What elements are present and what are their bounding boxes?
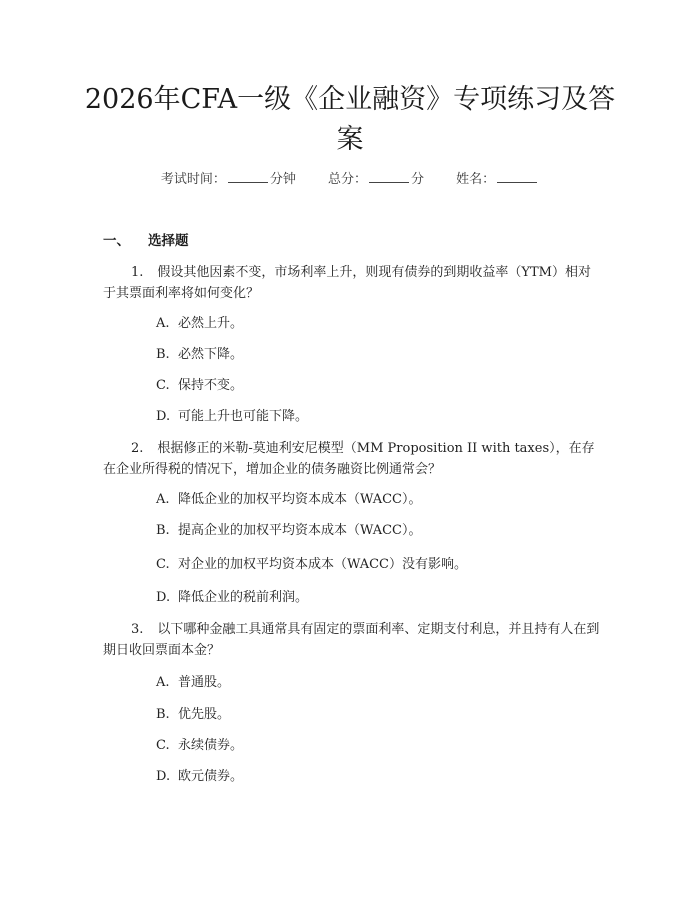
option-letter: D. — [156, 590, 171, 605]
exam-meta — [0, 168, 700, 190]
question-1-option-c — [156, 376, 243, 396]
total-score-blank — [369, 168, 409, 183]
question-1 — [103, 262, 603, 304]
question-1-option-b — [156, 345, 243, 365]
exam-time-blank — [228, 168, 268, 183]
question-2 — [103, 438, 603, 480]
question-number: 3. — [131, 622, 144, 637]
exam-time-label: 考试时间： — [160, 172, 226, 187]
option-letter: A. — [156, 675, 170, 690]
option-letter: D. — [156, 769, 171, 784]
question-number: 2. — [131, 441, 144, 456]
question-2-option-c — [156, 555, 467, 575]
question-1-option-d — [156, 407, 308, 427]
question-3-option-c — [156, 736, 243, 756]
option-text: 提高企业的加权平均资本成本（WACC）。 — [178, 523, 422, 538]
question-1-option-a — [156, 314, 243, 334]
option-text: 降低企业的加权平均资本成本（WACC）。 — [178, 492, 422, 507]
option-text: 对企业的加权平均资本成本（WACC）没有影响。 — [178, 557, 467, 572]
option-text: 必然下降。 — [178, 347, 244, 362]
option-text: 永续债券。 — [178, 738, 244, 753]
question-3 — [103, 619, 603, 661]
option-text: 欧元债券。 — [178, 769, 244, 784]
option-text: 保持不变。 — [178, 378, 244, 393]
option-letter: A. — [156, 316, 170, 331]
question-number: 1. — [131, 265, 144, 280]
option-letter: C. — [156, 738, 170, 753]
option-letter: A. — [156, 492, 170, 507]
question-2-option-b — [156, 521, 422, 541]
option-letter: B. — [156, 707, 170, 722]
section-number: 一、 — [103, 233, 130, 249]
total-score-unit: 分 — [411, 172, 425, 187]
option-text: 必然上升。 — [178, 316, 244, 331]
section-heading — [103, 229, 189, 249]
exam-time — [161, 168, 296, 190]
option-letter: D. — [156, 409, 171, 424]
document-title: 2026年CFA一级《企业融资》专项练习及答案 — [84, 84, 616, 155]
question-3-option-b — [156, 705, 230, 725]
question-3-option-d — [156, 767, 243, 787]
option-letter: C. — [156, 557, 170, 572]
question-text: 以下哪种金融工具通常具有固定的票面利率、定期支付利息，并且持有人在到期日收回票面本金？ — [103, 622, 600, 658]
exam-time-unit: 分钟 — [269, 172, 296, 187]
student-name — [456, 168, 539, 190]
option-text: 降低企业的税前利润。 — [178, 590, 309, 605]
question-text: 假设其他因素不变，市场利率上升，则现有债券的到期收益率（YTM）相对于其票面利率将如何变化？ — [103, 265, 591, 301]
section-title: 选择题 — [148, 233, 189, 249]
option-text: 普通股。 — [178, 675, 231, 690]
total-score — [328, 168, 424, 190]
question-2-option-d — [156, 588, 308, 608]
option-letter: B. — [156, 347, 170, 362]
question-3-option-a — [156, 673, 230, 693]
option-letter: C. — [156, 378, 170, 393]
student-name-blank — [497, 168, 537, 183]
option-letter: B. — [156, 523, 170, 538]
question-2-option-a — [156, 490, 422, 510]
option-text: 可能上升也可能下降。 — [178, 409, 309, 424]
option-text: 优先股。 — [178, 707, 231, 722]
total-score-label: 总分： — [327, 172, 367, 187]
student-name-label: 姓名： — [456, 172, 496, 187]
question-text: 根据修正的米勒-莫迪利安尼模型（MM Proposition II with taxes），在存在企业所得税的情况下，增加企业的债务融资比例通常会？ — [103, 441, 595, 477]
